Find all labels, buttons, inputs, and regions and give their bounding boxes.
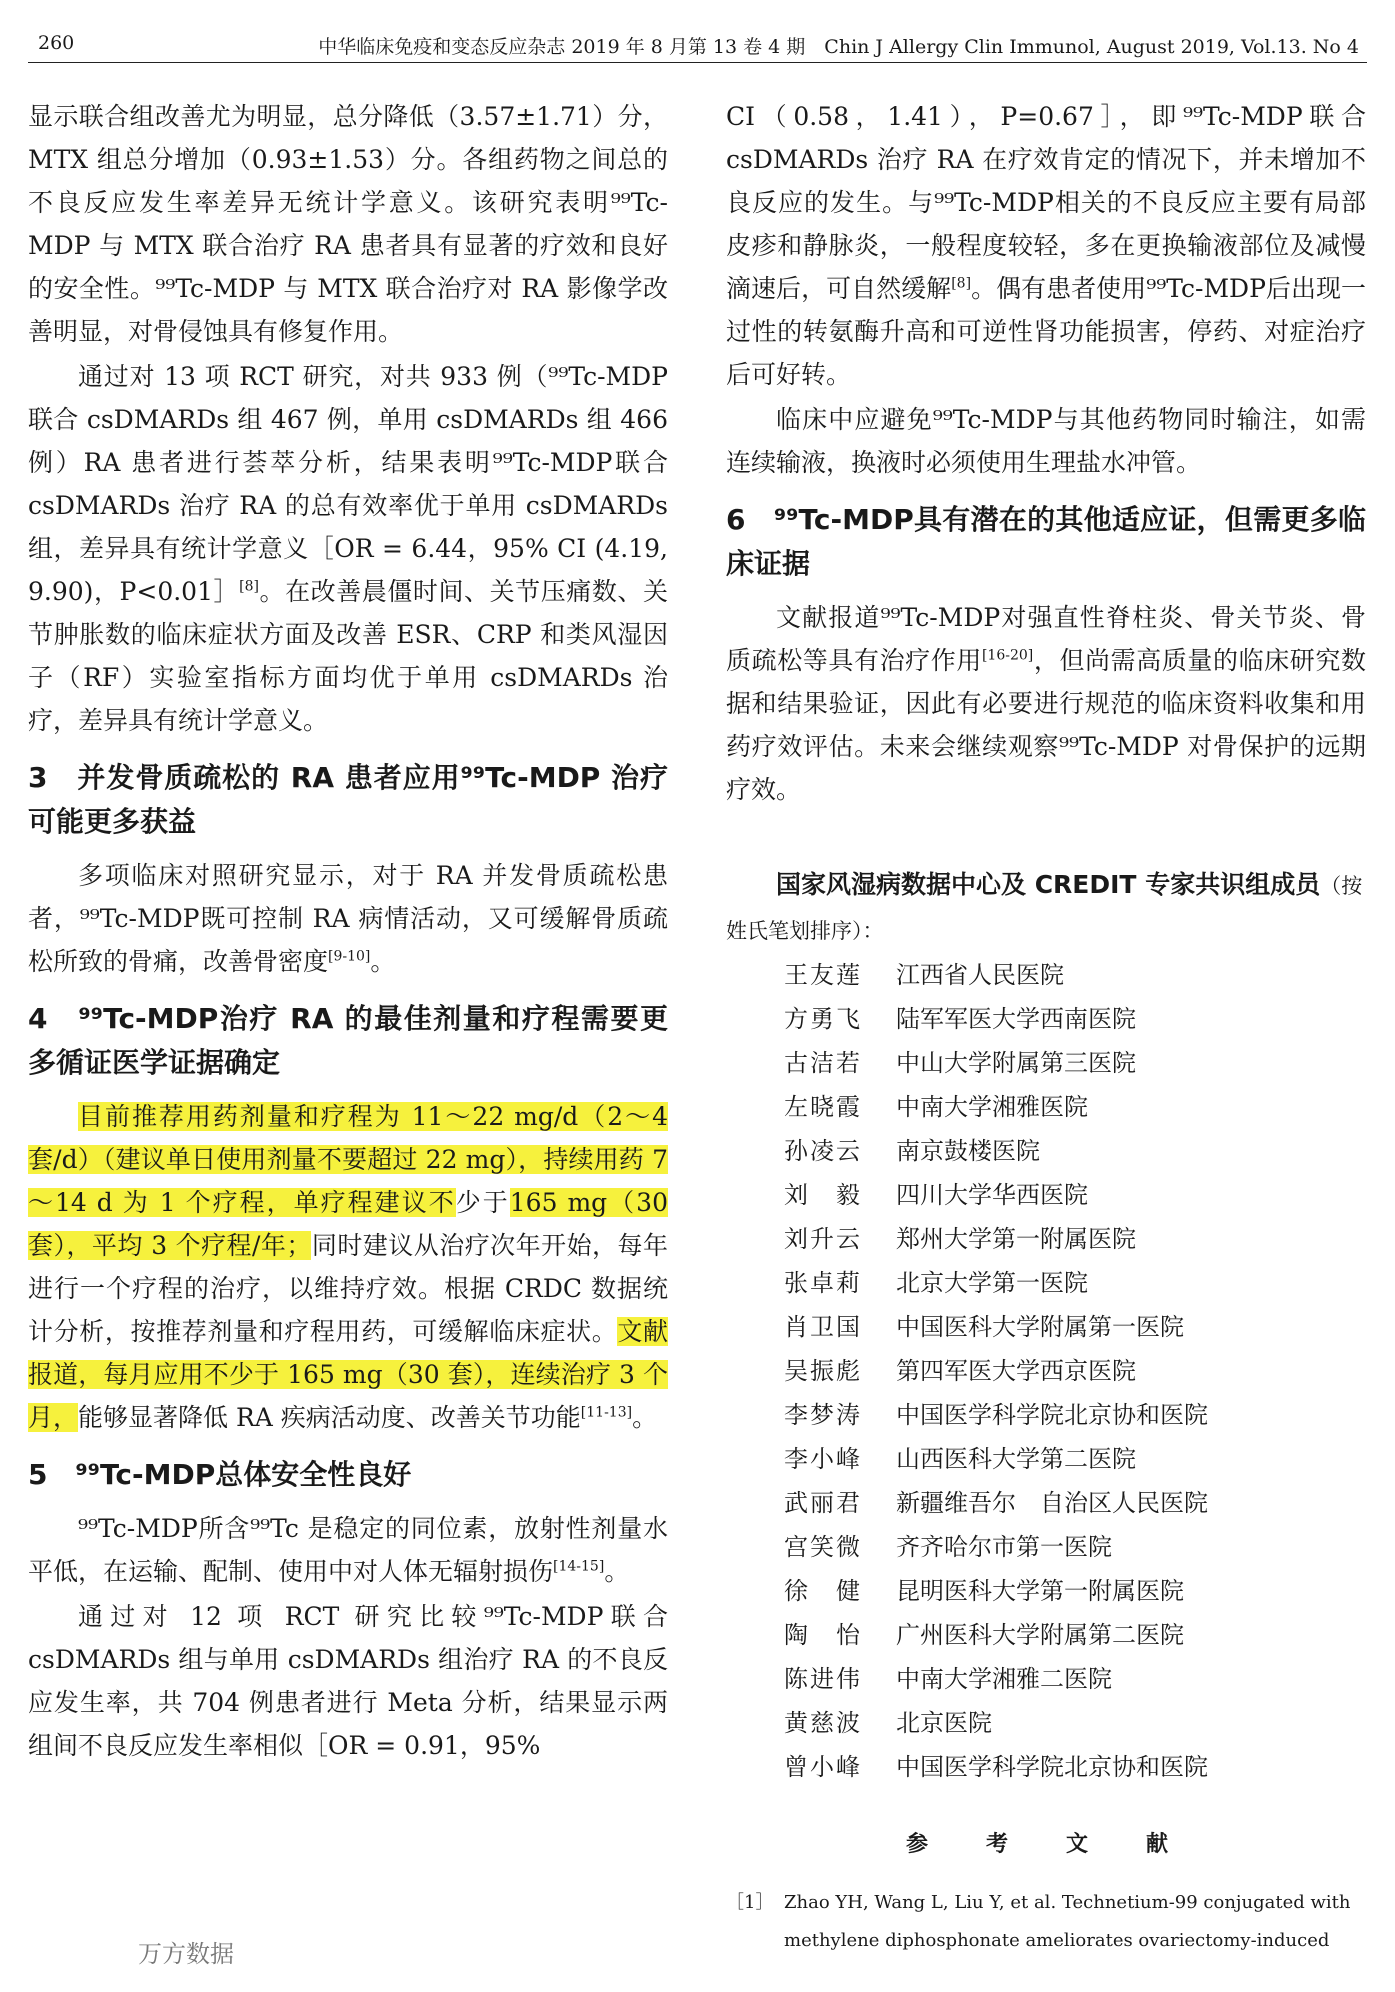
citation[interactable]: [11-13]: [580, 1404, 633, 1421]
member-row: [784, 1701, 1366, 1745]
member-name: 方勇飞: [784, 1005, 862, 1033]
member-name: 古洁若: [784, 1049, 862, 1077]
member-institution: 北京大学第一医院: [896, 1269, 1088, 1297]
text: 能够显著降低 RA 疾病活动度、改善关节功能: [78, 1403, 581, 1432]
text: 。: [632, 1403, 658, 1432]
paragraph: [28, 854, 668, 983]
member-institution: 中山大学附属第三医院: [896, 1049, 1136, 1077]
text: 。: [604, 1557, 630, 1586]
citation[interactable]: [14-15]: [553, 1558, 605, 1575]
committee-title-text: 国家风湿病数据中心及 CREDIT 专家共识组成员: [776, 870, 1321, 899]
paragraph: [28, 355, 668, 742]
member-row: [784, 1261, 1366, 1305]
paragraph: [726, 95, 1366, 396]
citation[interactable]: [16-20]: [981, 647, 1034, 664]
watermark: 万方数据: [138, 1940, 234, 1968]
text: 同时建议从治疗次年开始，每年进行一个疗程的治疗，以维持疗效。根据 CRDC 数据统计分析，按推荐剂量和疗程用药，可缓解临床症状。: [28, 1231, 668, 1346]
right-column: [726, 95, 1366, 1960]
text: 多项临床对照研究显示，对于 RA 并发骨质疏松患者，⁹⁹Tc-MDP既可控制 RA 病情活动，又可缓解骨质疏松所致的骨痛，改善骨密度: [28, 861, 668, 976]
citation[interactable]: [9-10]: [328, 948, 371, 965]
member-institution: 中国医科大学附属第一医院: [896, 1313, 1184, 1341]
member-row: [784, 1393, 1366, 1437]
committee-note: （按姓氏笔划排序）：: [726, 874, 1363, 943]
citation[interactable]: [8]: [951, 275, 972, 292]
reference-item: [726, 1884, 1366, 1960]
member-name: 徐 健: [784, 1577, 862, 1605]
member-name: 王友莲: [784, 961, 862, 989]
member-name: 张卓莉: [784, 1269, 862, 1297]
member-row: [784, 1437, 1366, 1481]
committee-block: [726, 863, 1366, 1789]
section-heading-4: 4 ⁹⁹Tc-MDP治疗 RA 的最佳剂量和疗程需要更多循证医学证据确定: [28, 1002, 668, 1079]
member-institution: 中国医学科学院北京协和医院: [896, 1401, 1208, 1429]
text: 少于: [455, 1188, 510, 1217]
paragraph: 通过对 12 项 RCT 研究比较⁹⁹Tc-MDP联合 csDMARDs 组与单用 csDMARDs 组治疗 RA 的不良反应发生率，共 704 例患者进行 Meta 分析，结果显示两组间不良反应发生率相似［OR = 0.91，95%: [28, 1602, 668, 1760]
member-name: 李小峰: [784, 1445, 862, 1473]
member-name: 左晓霞: [784, 1093, 862, 1121]
references-title: 参 考 文 献: [905, 1832, 1186, 1857]
member-institution: 齐齐哈尔市第一医院: [896, 1533, 1112, 1561]
member-name: 孙凌云: [784, 1137, 862, 1165]
member-name: 刘 毅: [784, 1181, 862, 1209]
member-name: 李梦涛: [784, 1401, 862, 1429]
member-institution: 第四军医大学西京医院: [896, 1357, 1136, 1385]
member-row: [784, 1129, 1366, 1173]
member-row: [784, 1613, 1366, 1657]
section-heading-6: 6 ⁹⁹Tc-MDP具有潜在的其他适应证，但需更多临床证据: [726, 503, 1366, 580]
member-row: [784, 953, 1366, 997]
member-row: [784, 1217, 1366, 1261]
paragraph: 临床中应避免⁹⁹Tc-MDP与其他药物同时输注，如需连续输液，换液时必须使用生理盐水冲管。: [726, 405, 1366, 477]
running-header: [28, 28, 1367, 63]
paragraph: [28, 1095, 668, 1439]
highlighted-text: 165 mg（30 套），平均 3 个疗程/年；: [28, 1188, 668, 1260]
member-institution: 江西省人民医院: [896, 961, 1064, 989]
member-name: 武丽君: [784, 1489, 862, 1517]
member-institution: 南京鼓楼医院: [896, 1137, 1040, 1165]
left-column: [28, 95, 668, 1769]
member-institution: 中国医学科学院北京协和医院: [896, 1753, 1208, 1781]
member-row: [784, 1481, 1366, 1525]
member-institution: 新疆维吾尔 自治区人民医院: [896, 1489, 1208, 1517]
reference-number: ［1］: [726, 1892, 774, 1913]
text: 。偶有患者使用⁹⁹Tc-MDP后出现一过性的转氨酶升高和可逆性肾功能损害，停药、对症治疗后可好转。: [726, 274, 1366, 389]
member-row: [784, 1525, 1366, 1569]
member-institution: 中南大学湘雅二医院: [896, 1665, 1112, 1693]
member-name: 曾小峰: [784, 1753, 862, 1781]
member-name: 宫笑微: [784, 1533, 862, 1561]
member-row: [784, 1349, 1366, 1393]
member-institution: 广州医科大学附属第二医院: [896, 1621, 1184, 1649]
member-institution: 山西医科大学第二医院: [896, 1445, 1136, 1473]
text: 。在改善晨僵时间、关节压痛数、关节肿胀数的临床症状方面及改善 ESR、CRP 和类风湿因子（RF）实验室指标方面均优于单用 csDMARDs 治疗，差异具有统计学意义。: [28, 577, 668, 735]
member-row: [784, 1041, 1366, 1085]
page-number: 260: [38, 32, 75, 54]
member-row: [784, 1305, 1366, 1349]
member-name: 陶 怡: [784, 1621, 862, 1649]
member-institution: 郑州大学第一附属医院: [896, 1225, 1136, 1253]
member-row: [784, 997, 1366, 1041]
highlighted-text: 目前推荐用药剂量和疗程为 11～22 mg/d（2～4 套/d）（建议单日使用剂量不要超过 22 mg），持续用药 7～14 d 为 1 个疗程，单疗程建议不: [28, 1102, 668, 1217]
text: 通过对 13 项 RCT 研究，对共 933 例（⁹⁹Tc-MDP 联合 csDMARDs 组 467 例，单用 csDMARDs 组 466 例）RA 患者进行荟萃分析，结果表明⁹⁹Tc-MDP联合 csDMARDs 治疗 RA 的总有效率优于单用 csDMARDs 组，差异具有统计学意义［OR = 6.44，95% CI (4.19, 9.90)，P<0.01］: [28, 362, 668, 606]
member-institution: 陆军军医大学西南医院: [896, 1005, 1136, 1033]
member-row: [784, 1657, 1366, 1701]
committee-title: [726, 863, 1366, 953]
member-name: 黄慈波: [784, 1709, 862, 1737]
journal-title: 中华临床免疫和变态反应杂志 2019 年 8 月第 13 卷 4 期 Chin J Allergy Clin Immunol, August 2019, Vol.13. No 4: [318, 36, 1359, 58]
text: ⁹⁹Tc-MDP所含⁹⁹Tc 是稳定的同位素，放射性剂量水平低，在运输、配制、使用中对人体无辐射损伤: [28, 1514, 668, 1586]
reference-text: Zhao YH, Wang L, Liu Y, et al. Technetium-99 conjugated with methylene diphosphonate ameliorates ovariectomy-induced: [784, 1892, 1351, 1951]
member-institution: 中南大学湘雅医院: [896, 1093, 1088, 1121]
member-row: [784, 1569, 1366, 1613]
section-heading-5: 5 ⁹⁹Tc-MDP总体安全性良好: [28, 1458, 412, 1491]
member-name: 吴振彪: [784, 1357, 862, 1385]
section-heading-3: 3 并发骨质疏松的 RA 患者应用⁹⁹Tc-MDP 治疗可能更多获益: [28, 761, 668, 838]
citation[interactable]: [8]: [239, 578, 259, 595]
member-name: 肖卫国: [784, 1313, 862, 1341]
member-institution: 昆明医科大学第一附属医院: [896, 1577, 1184, 1605]
member-row: [784, 1173, 1366, 1217]
member-institution: 四川大学华西医院: [896, 1181, 1088, 1209]
text: 。: [370, 947, 396, 976]
paragraph: 显示联合组改善尤为明显，总分降低（3.57±1.71）分，MTX 组总分增加（0.93±1.53）分。各组药物之间总的不良反应发生率差异无统计学意义。该研究表明⁹⁹Tc-MDP 与 MTX 联合治疗 RA 患者具有显著的疗效和良好的安全性。⁹⁹Tc-MDP 与 MTX 联合治疗对 RA 影像学改善明显，对骨侵蚀具有修复作用。: [28, 102, 668, 346]
member-list: [784, 953, 1366, 1789]
member-institution: 北京医院: [896, 1709, 992, 1737]
member-row: [784, 1085, 1366, 1129]
text: CI（0.58，1.41），P=0.67］，即⁹⁹Tc-MDP联合 csDMARDs 治疗 RA 在疗效肯定的情况下，并未增加不良反应的发生。与⁹⁹Tc-MDP相关的不良反应主要有局部皮疹和静脉炎，一般程度较轻，多在更换输液部位及减慢滴速后，可自然缓解: [726, 102, 1366, 303]
text: ，但尚需高质量的临床研究数据和结果验证，因此有必要进行规范的临床资料收集和用药疗效评估。未来会继续观察⁹⁹Tc-MDP 对骨保护的远期疗效。: [726, 646, 1366, 804]
paragraph: [726, 596, 1366, 811]
text: 文献报道⁹⁹Tc-MDP对强直性脊柱炎、骨关节炎、骨质疏松等具有治疗作用: [726, 603, 1366, 675]
member-row: [784, 1745, 1366, 1789]
highlighted-text: 文献报道，每月应用不少于 165 mg（30 套），连续治疗 3 个月，: [28, 1317, 668, 1432]
member-name: 刘升云: [784, 1225, 862, 1253]
paragraph: [28, 1507, 668, 1593]
member-name: 陈进伟: [784, 1665, 862, 1693]
